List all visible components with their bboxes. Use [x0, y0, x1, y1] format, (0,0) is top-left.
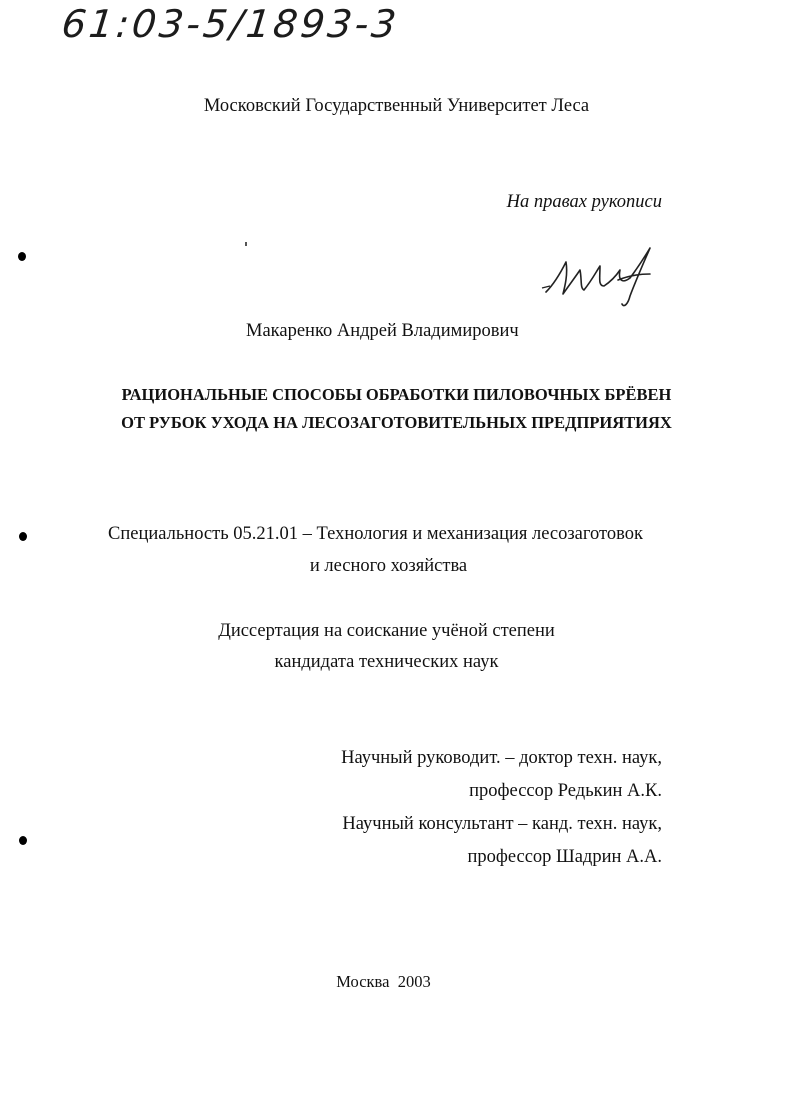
manuscript-rights: На правах рукописи	[506, 192, 662, 212]
signature-icon	[540, 240, 665, 310]
supervisor-line: Научный руководит. – доктор техн. наук,	[341, 748, 662, 768]
specialty-line-2: и лесного хозяйства	[309, 556, 468, 576]
scan-speck	[245, 242, 247, 246]
archive-number: 61:03-5/1893-3	[59, 2, 402, 46]
binding-hole-mark	[18, 252, 26, 261]
degree-line-1: Диссертация на соискание учёной степени	[218, 621, 555, 641]
binding-hole-mark	[19, 532, 27, 541]
consultant-line: Научный консультант – канд. техн. наук,	[342, 814, 662, 834]
thesis-title-line-2: ОТ РУБОК УХОДА НА ЛЕСОЗАГОТОВИТЕЛЬНЫХ ПРЕДПРИЯТИЯХ	[121, 413, 672, 432]
place-year: Москва 2003	[336, 972, 431, 991]
supervisor-name: профессор Редькин А.К.	[469, 781, 662, 801]
degree-line-2: кандидата технических наук	[274, 652, 499, 672]
university-name: Московский Государственный Университет Леса	[203, 96, 590, 116]
binding-hole-mark	[19, 836, 27, 845]
thesis-title-line-1: РАЦИОНАЛЬНЫЕ СПОСОБЫ ОБРАБОТКИ ПИЛОВОЧНЫХ БРЁВЕН	[121, 385, 672, 404]
author-name: Макаренко Андрей Владимирович	[246, 321, 519, 341]
consultant-name: профессор Шадрин А.А.	[467, 847, 662, 867]
specialty-line-1: Специальность 05.21.01 – Технология и механизация лесозаготовок	[108, 524, 643, 544]
